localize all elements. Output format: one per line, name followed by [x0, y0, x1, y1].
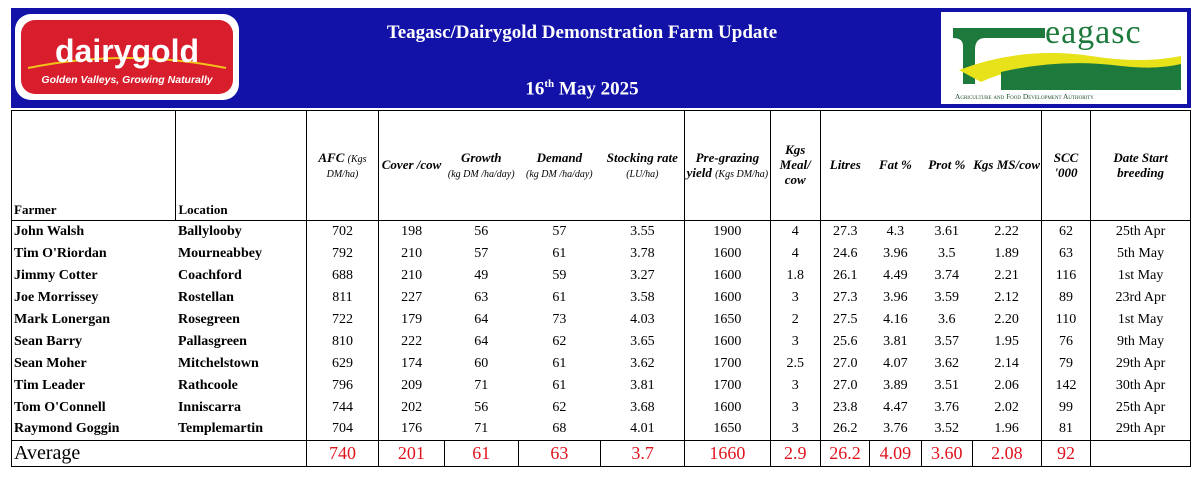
cell-prot: 3.57 — [934, 333, 960, 349]
cell-meal: 4 — [770, 243, 820, 265]
cell-growth: 64 — [474, 333, 489, 349]
cell-cover: 176 — [401, 421, 423, 437]
cell-meal: 2 — [770, 309, 820, 331]
cell-scc: 142 — [1041, 375, 1090, 397]
table-row — [12, 419, 1191, 441]
cell-litres: 25.6 — [833, 333, 858, 349]
cell-pregrazing: 1700 — [685, 353, 770, 375]
cell-afc: 722 — [306, 309, 378, 331]
svg-text:Golden Valleys, Growing Natura: Golden Valleys, Growing Naturally — [41, 74, 213, 86]
teagasc-logo — [941, 12, 1187, 104]
col-farmer: Farmer — [12, 111, 176, 221]
cell-kgsms: 1.96 — [994, 421, 1019, 437]
cell-afc: 704 — [306, 419, 378, 441]
cell-prot: 3.76 — [934, 399, 960, 415]
average-meal: 2.9 — [770, 441, 820, 467]
cell-cover: 209 — [401, 377, 423, 393]
cell-stocking: 4.01 — [630, 421, 655, 437]
table-row — [12, 221, 1191, 243]
average-demand: 63 — [518, 441, 600, 467]
average-breeding — [1091, 441, 1191, 467]
cell-demand: 57 — [552, 223, 567, 239]
cell-breeding: 25th Apr — [1091, 221, 1191, 243]
cell-location: Ballylooby — [176, 221, 307, 243]
cell-litres: 26.1 — [833, 267, 858, 283]
average-growth: 61 — [444, 441, 518, 467]
average-cover: 201 — [378, 441, 444, 467]
cell-scc: 76 — [1041, 331, 1090, 353]
cell-farmer: Tim Leader — [12, 375, 176, 397]
average-stocking: 3.7 — [600, 441, 684, 467]
average-scc: 92 — [1041, 441, 1090, 467]
cell-meal: 3 — [770, 287, 820, 309]
cell-kgsms: 2.20 — [994, 311, 1019, 327]
cell-location: Inniscarra — [176, 397, 307, 419]
col-meal: Kgs Meal/ cow — [770, 111, 820, 221]
cell-meal: 3 — [770, 397, 820, 419]
cell-demand: 61 — [552, 377, 567, 393]
cell-prot: 3.6 — [938, 311, 956, 327]
cell-breeding: 23rd Apr — [1091, 287, 1191, 309]
cell-scc: 81 — [1041, 419, 1090, 441]
table-row — [12, 375, 1191, 397]
cell-afc: 744 — [306, 397, 378, 419]
cell-demand: 68 — [552, 421, 567, 437]
table-row — [12, 287, 1191, 309]
cell-location: Templemartin — [176, 419, 307, 441]
cell-prot: 3.74 — [934, 267, 960, 283]
cell-fat: 4.47 — [883, 399, 908, 415]
col-breeding-date: Date Start breeding — [1091, 111, 1191, 221]
cell-breeding: 9th May — [1091, 331, 1191, 353]
cell-pregrazing: 1600 — [685, 331, 770, 353]
cell-litres: 27.0 — [833, 377, 858, 393]
cell-pregrazing: 1650 — [685, 309, 770, 331]
cell-farmer: Tom O'Connell — [12, 397, 176, 419]
cell-cover: 174 — [401, 355, 423, 371]
table-row — [12, 353, 1191, 375]
cell-meal: 4 — [770, 221, 820, 243]
col-kgs-ms: Kgs MS/cow — [972, 111, 1041, 221]
col-growth: Growth (kg DM /ha/day) — [444, 111, 518, 221]
cell-stocking: 3.68 — [630, 399, 655, 415]
dairygold-logo — [14, 13, 240, 101]
cell-demand: 61 — [552, 289, 567, 305]
teagasc-wordmark: eagasc — [1045, 14, 1142, 51]
cell-stocking: 3.27 — [630, 267, 655, 283]
cell-location: Mourneabbey — [176, 243, 307, 265]
cell-growth: 64 — [474, 311, 489, 327]
cell-demand: 62 — [552, 399, 567, 415]
cell-cover: 222 — [401, 333, 423, 349]
cell-afc: 792 — [306, 243, 378, 265]
table-row — [12, 243, 1191, 265]
cell-location: Pallasgreen — [176, 331, 307, 353]
cell-kgsms: 2.14 — [994, 355, 1019, 371]
cell-kgsms: 2.21 — [994, 267, 1019, 283]
average-pregrazing: 1660 — [685, 441, 770, 467]
cell-demand: 62 — [552, 333, 567, 349]
table-row — [12, 397, 1191, 419]
table-row — [12, 331, 1191, 353]
report-header — [11, 8, 1191, 108]
cell-growth: 71 — [474, 377, 489, 393]
cell-stocking: 3.55 — [630, 223, 655, 239]
cell-pregrazing: 1650 — [685, 419, 770, 441]
cell-afc: 796 — [306, 375, 378, 397]
cell-cover: 227 — [401, 289, 423, 305]
cell-cover: 210 — [401, 245, 423, 261]
cell-fat: 3.96 — [883, 289, 908, 305]
cell-kgsms: 1.89 — [994, 245, 1019, 261]
cell-fat: 4.16 — [883, 311, 908, 327]
cell-demand: 59 — [552, 267, 567, 283]
cell-meal: 2.5 — [770, 353, 820, 375]
col-location: Location — [176, 111, 307, 221]
svg-text:dairygold: dairygold — [54, 33, 200, 69]
cell-farmer: Mark Lonergan — [12, 309, 176, 331]
cell-meal: 3 — [770, 331, 820, 353]
cell-demand: 73 — [552, 311, 567, 327]
cell-farmer: Jimmy Cotter — [12, 265, 176, 287]
cell-scc: 116 — [1041, 265, 1090, 287]
cell-stocking: 3.81 — [630, 377, 655, 393]
cell-breeding: 5th May — [1091, 243, 1191, 265]
cell-fat: 4.07 — [883, 355, 908, 371]
cell-afc: 810 — [306, 331, 378, 353]
cell-meal: 3 — [770, 375, 820, 397]
cell-farmer: Raymond Goggin — [12, 419, 176, 441]
cell-location: Mitchelstown — [176, 353, 307, 375]
cell-farmer: Sean Moher — [12, 353, 176, 375]
cell-stocking: 3.78 — [630, 245, 655, 261]
cell-fat: 3.96 — [883, 245, 908, 261]
cell-meal: 1.8 — [770, 265, 820, 287]
cell-breeding: 25th Apr — [1091, 397, 1191, 419]
cell-litres: 23.8 — [833, 399, 858, 415]
cell-pregrazing: 1600 — [685, 397, 770, 419]
report-title: Teagasc/Dairygold Demonstration Farm Update — [386, 22, 778, 43]
cell-growth: 57 — [474, 245, 489, 261]
cell-afc: 629 — [306, 353, 378, 375]
cell-afc: 688 — [306, 265, 378, 287]
col-scc: SCC '000 — [1041, 111, 1090, 221]
cell-litres: 27.5 — [833, 311, 858, 327]
cell-meal: 3 — [770, 419, 820, 441]
cell-farmer: Sean Barry — [12, 331, 176, 353]
farm-update-table — [11, 110, 1191, 467]
cell-pregrazing: 1600 — [685, 265, 770, 287]
cell-kgsms: 1.95 — [994, 333, 1019, 349]
cell-location: Rosegreen — [176, 309, 307, 331]
report-date: 16th May 2025 — [525, 78, 639, 100]
cell-prot: 3.51 — [934, 377, 960, 393]
cell-kgsms: 2.12 — [994, 289, 1019, 305]
cell-pregrazing: 1700 — [685, 375, 770, 397]
average-afc: 740 — [306, 441, 378, 467]
cell-demand: 61 — [552, 355, 567, 371]
cell-fat: 3.89 — [883, 377, 908, 393]
cell-breeding: 29th Apr — [1091, 353, 1191, 375]
cell-growth: 56 — [474, 223, 489, 239]
cell-growth: 60 — [474, 355, 489, 371]
cell-cover: 202 — [401, 399, 423, 415]
cell-stocking: 4.03 — [630, 311, 655, 327]
cell-cover: 210 — [401, 267, 423, 283]
cell-litres: 27.3 — [833, 223, 858, 239]
cell-fat: 4.3 — [886, 223, 905, 239]
col-demand: Demand (kg DM /ha/day) — [518, 111, 600, 221]
cell-stocking: 3.58 — [630, 289, 655, 305]
col-stocking-rate: Stocking rate (LU/ha) — [600, 111, 684, 221]
average-row — [12, 441, 1191, 467]
cell-prot: 3.5 — [938, 245, 956, 261]
cell-growth: 71 — [474, 421, 489, 437]
cell-scc: 79 — [1041, 353, 1090, 375]
cell-scc: 62 — [1041, 221, 1090, 243]
cell-prot: 3.52 — [934, 421, 960, 437]
average-kgs-ms: 2.08 — [972, 441, 1041, 467]
cell-breeding: 1st May — [1091, 309, 1191, 331]
cell-scc: 63 — [1041, 243, 1090, 265]
cell-demand: 61 — [552, 245, 567, 261]
table-row — [12, 309, 1191, 331]
cell-pregrazing: 1600 — [685, 243, 770, 265]
cell-growth: 49 — [474, 267, 489, 283]
cell-kgsms: 2.02 — [994, 399, 1019, 415]
cell-prot: 3.62 — [934, 355, 960, 371]
average-litres: 26.2 — [820, 441, 869, 467]
col-afc: AFC (Kgs DM/ha) — [306, 111, 378, 221]
cell-farmer: Joe Morrissey — [12, 287, 176, 309]
col-fat: Fat % — [870, 111, 921, 221]
cell-afc: 811 — [306, 287, 378, 309]
cell-stocking: 3.65 — [630, 333, 655, 349]
average-label: Average — [12, 441, 307, 467]
cell-prot: 3.61 — [934, 223, 960, 239]
col-pregrazing-yield: Pre-grazing yield (Kgs DM/ha) — [685, 111, 770, 221]
cell-fat: 3.81 — [883, 333, 908, 349]
cell-pregrazing: 1900 — [685, 221, 770, 243]
cell-litres: 26.2 — [833, 421, 858, 437]
cell-fat: 4.49 — [883, 267, 908, 283]
cell-fat: 3.76 — [883, 421, 908, 437]
col-cover: Cover /cow — [378, 111, 444, 221]
cell-location: Rathcoole — [176, 375, 307, 397]
cell-breeding: 1st May — [1091, 265, 1191, 287]
col-litres: Litres — [820, 111, 869, 221]
cell-farmer: Tim O'Riordan — [12, 243, 176, 265]
cell-afc: 702 — [306, 221, 378, 243]
col-prot: Prot % — [921, 111, 972, 221]
table-row — [12, 265, 1191, 287]
cell-scc: 89 — [1041, 287, 1090, 309]
cell-scc: 99 — [1041, 397, 1090, 419]
cell-litres: 27.3 — [833, 289, 858, 305]
cell-cover: 198 — [401, 223, 423, 239]
average-prot: 3.60 — [921, 441, 972, 467]
cell-kgsms: 2.06 — [994, 377, 1019, 393]
cell-litres: 24.6 — [833, 245, 858, 261]
cell-pregrazing: 1600 — [685, 287, 770, 309]
cell-growth: 56 — [474, 399, 489, 415]
cell-prot: 3.59 — [934, 289, 960, 305]
average-fat: 4.09 — [870, 441, 921, 467]
cell-location: Rostellan — [176, 287, 307, 309]
teagasc-tagline: Agriculture and Food Development Authority — [955, 92, 1094, 101]
cell-breeding: 30th Apr — [1091, 375, 1191, 397]
cell-location: Coachford — [176, 265, 307, 287]
cell-breeding: 29th Apr — [1091, 419, 1191, 441]
cell-farmer: John Walsh — [12, 221, 176, 243]
cell-stocking: 3.62 — [630, 355, 655, 371]
cell-growth: 63 — [474, 289, 489, 305]
cell-cover: 179 — [401, 311, 423, 327]
cell-litres: 27.0 — [833, 355, 858, 371]
cell-kgsms: 2.22 — [994, 223, 1019, 239]
cell-scc: 110 — [1041, 309, 1090, 331]
